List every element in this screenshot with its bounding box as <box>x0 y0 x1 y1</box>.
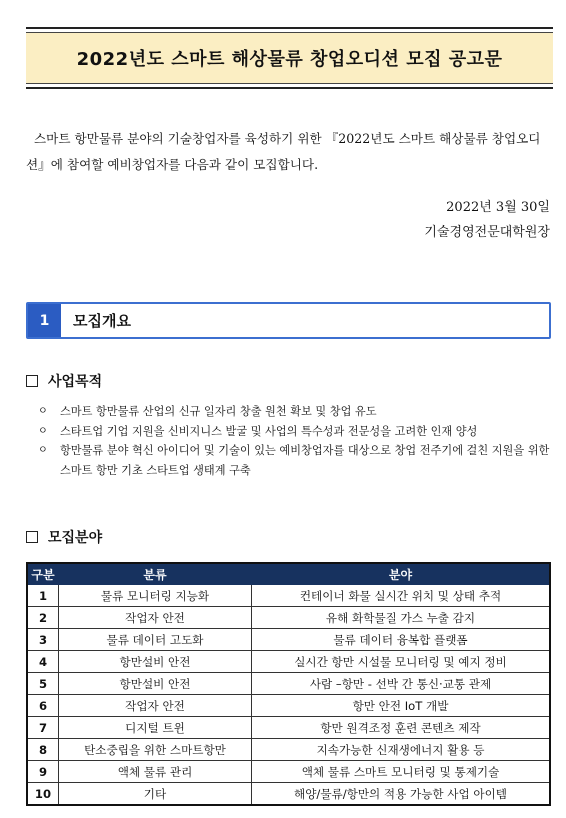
circle-bullet-icon: ㅇ <box>38 445 48 456</box>
row-index: 2 <box>27 607 59 629</box>
table-row <box>27 651 550 673</box>
row-index: 7 <box>27 717 59 739</box>
row-index: 10 <box>27 783 59 806</box>
row-field: 액체 물류 스마트 모니터링 및 통제기술 <box>252 761 551 783</box>
column-header-category: 분류 <box>59 563 252 585</box>
list-item-text: 스마트 항만물류 산업의 신규 일자리 창출 원천 확보 및 창업 유도 <box>60 405 377 418</box>
section-number: 1 <box>28 304 61 337</box>
row-field: 사람 –항만 - 선박 간 통신·교통 관제 <box>252 673 551 695</box>
row-category: 탄소중립을 위한 스마트항만 <box>59 739 252 761</box>
table-row <box>27 717 550 739</box>
row-index: 5 <box>27 673 59 695</box>
intro-paragraph: 스마트 항만물류 분야의 기술창업자를 육성하기 위한 『2022년도 스마트 해상물류 창업오디션』에 참여할 예비창업자를 다음과 같이 모집합니다. <box>26 131 541 172</box>
announcement-date: 2022년 3월 30일 <box>446 200 550 215</box>
table-row <box>27 739 550 761</box>
square-bullet-icon <box>26 375 38 387</box>
row-category: 항만설비 안전 <box>59 651 252 673</box>
square-bullet-icon <box>26 531 38 543</box>
circle-bullet-icon: ㅇ <box>38 406 48 417</box>
row-category: 물류 데이터 고도화 <box>59 629 252 651</box>
purpose-list <box>38 402 553 480</box>
row-index: 4 <box>27 651 59 673</box>
row-index: 6 <box>27 695 59 717</box>
table-row <box>27 673 550 695</box>
table-row <box>27 695 550 717</box>
row-field: 컨테이너 화물 실시간 위치 및 상태 추적 <box>252 585 551 607</box>
row-category: 작업자 안전 <box>59 607 252 629</box>
row-index: 8 <box>27 739 59 761</box>
list-item-text: 스타트업 기업 지원을 신비지니스 발굴 및 사업의 특수성과 전문성을 고려한 인재 양성 <box>60 424 478 438</box>
section-header <box>26 302 551 339</box>
row-field: 항만 안전 IoT 개발 <box>252 695 551 717</box>
row-category: 디지털 트윈 <box>59 717 252 739</box>
fields-heading-label: 모집분야 <box>48 530 103 546</box>
row-category: 기타 <box>59 783 252 806</box>
table-row <box>27 585 550 607</box>
list-item <box>38 441 553 480</box>
row-field: 항만 원격조정 훈련 콘텐츠 제작 <box>252 717 551 739</box>
table-row <box>27 607 550 629</box>
row-category: 항만설비 안전 <box>59 673 252 695</box>
row-field: 물류 데이터 융복합 플랫폼 <box>252 629 551 651</box>
row-index: 1 <box>27 585 59 607</box>
section-title: 모집개요 <box>73 312 131 330</box>
fields-heading <box>26 527 102 547</box>
row-index: 9 <box>27 761 59 783</box>
list-item <box>38 422 553 442</box>
row-field: 해양/물류/항만의 적용 가능한 사업 아이템 <box>252 783 551 806</box>
column-header-index: 구분 <box>27 563 59 585</box>
table-row <box>27 761 550 783</box>
purpose-heading <box>26 371 102 391</box>
row-category: 액체 물류 관리 <box>59 761 252 783</box>
list-item-text: 항만물류 분야 혁신 아이디어 및 기술이 있는 예비창업자를 대상으로 창업 전주기에 걸친 지원을 위한 스마트 항만 기초 스타트업 생태계 구축 <box>60 444 550 477</box>
row-category: 물류 모니터링 지능화 <box>59 585 252 607</box>
row-field: 유해 화학물질 가스 누출 감지 <box>252 607 551 629</box>
circle-bullet-icon: ㅇ <box>38 425 48 437</box>
page-title: 2022년도 스마트 해상물류 창업오디션 모집 공고문 <box>26 32 553 84</box>
table-header-row <box>27 563 550 585</box>
issuing-organization: 기술경영전문대학원장 <box>424 225 550 240</box>
list-item <box>38 402 553 422</box>
row-index: 3 <box>27 629 59 651</box>
table-row <box>27 783 550 806</box>
row-field: 지속가능한 신재생에너지 활용 등 <box>252 739 551 761</box>
column-header-field: 분야 <box>252 563 551 585</box>
table-row <box>27 629 550 651</box>
fields-table <box>26 562 551 806</box>
row-category: 작업자 안전 <box>59 695 252 717</box>
purpose-heading-label: 사업목적 <box>48 374 103 390</box>
row-field: 실시간 항만 시설물 모니터링 및 예지 정비 <box>252 651 551 673</box>
title-box <box>26 27 553 89</box>
